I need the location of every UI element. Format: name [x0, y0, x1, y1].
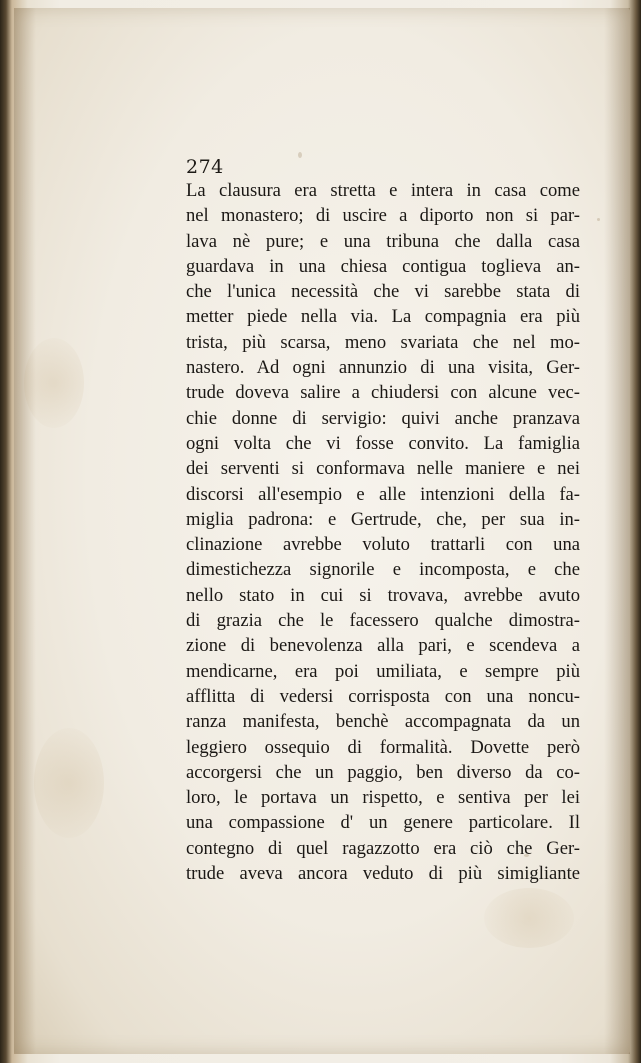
paper-stain — [34, 728, 104, 838]
text-line: nello stato in cui si trovava, avrebbe avuto — [186, 584, 580, 606]
text-line: dei serventi si conformava nelle maniere e nei — [186, 458, 580, 480]
text-line: nel monastero; di uscire a diporto non si par- — [186, 205, 580, 227]
text-line: nastero. Ad ogni annunzio di una visita, Ger- — [186, 357, 580, 379]
text-line: ranza manifesta, benchè accompagnata da un — [186, 711, 580, 733]
text-line: trude doveva salire a chiudersi con alcune vec- — [186, 382, 580, 404]
text-line: afflitta di vedersi corrisposta con una noncu- — [186, 685, 580, 707]
book-page — [14, 8, 630, 1054]
body-text — [186, 178, 580, 886]
text-line: ogni volta che vi fosse convito. La famiglia — [186, 432, 580, 454]
page-right-shadow — [604, 8, 630, 1054]
paper-stain — [484, 888, 574, 948]
text-line: miglia padrona: e Gertrude, che, per sua in- — [186, 508, 580, 530]
text-line: La clausura era stretta e intera in casa come — [186, 180, 580, 201]
text-line: trista, più scarsa, meno svariata che nel mo- — [186, 331, 580, 353]
text-line: trude aveva ancora veduto di più simigliante — [186, 863, 580, 885]
paper-speck — [597, 218, 600, 221]
paper-stain — [24, 338, 84, 428]
text-line: di grazia che le facessero qualche dimostra- — [186, 610, 580, 632]
text-line: che l'unica necessità che vi sarebbe stata di — [186, 281, 580, 303]
text-line: mendicarne, era poi umiliata, e sempre più — [186, 660, 580, 682]
text-line: metter piede nella via. La compagnia era più — [186, 306, 580, 328]
text-line: chie donne di servigio: quivi anche pranzava — [186, 407, 580, 429]
text-line: dimestichezza signorile e incomposta, e che — [186, 559, 580, 581]
text-line: loro, le portava un rispetto, e sentiva per lei — [186, 787, 580, 809]
text-line: leggiero ossequio di formalità. Dovette però — [186, 736, 580, 758]
paper-speck — [298, 152, 302, 158]
text-line: lava nè pure; e una tribuna che dalla casa — [186, 230, 580, 252]
text-line: accorgersi che un paggio, ben diverso da co- — [186, 761, 580, 783]
page-left-shadow — [14, 8, 36, 1054]
page-number: 274 — [186, 156, 224, 178]
text-line: discorsi all'esempio e alle intenzioni della fa- — [186, 483, 580, 505]
text-line: contegno di quel ragazzotto era ciò che Ger- — [186, 837, 580, 859]
text-line: zione di benevolenza alla pari, e scendeva a — [186, 635, 580, 657]
text-line: una compassione d' un genere particolare. Il — [186, 812, 580, 834]
text-line: clinazione avrebbe voluto trattarli con una — [186, 534, 580, 556]
text-line: guardava in una chiesa contigua toglieva an- — [186, 255, 580, 277]
